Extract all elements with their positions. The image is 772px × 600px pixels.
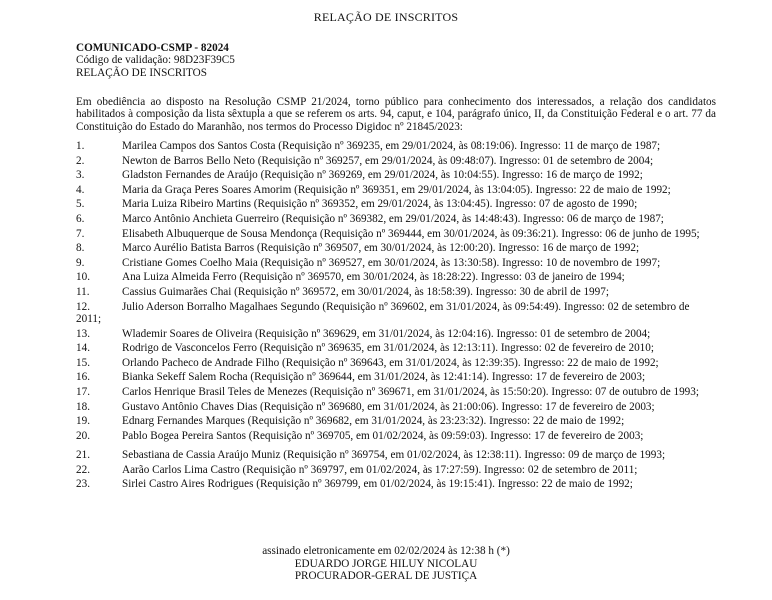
list-item-text: Orlando Pacheco de Andrade Filho (Requisição nº 369643, em 31/01/2024, às 12:39:35). Ingresso: 22 de maio de 1992; [122,356,659,369]
document-header [76,42,716,79]
list-item-text: Newton de Barros Bello Neto (Requisição nº 369257, em 29/01/2024, às 09:48:07). Ingresso: 01 de setembro de 2004; [122,154,654,167]
list-item-number: 3. [76,169,85,182]
list-item [76,328,716,340]
list-item [76,371,716,383]
list-item-number: 11. [76,285,90,298]
list-item-number: 1. [76,140,85,152]
list-item [76,430,716,442]
list-item-number: 6. [76,212,85,225]
list-item-number: 10. [76,271,90,284]
signer-name: EDUARDO JORGE HILUY NICOLAU [294,557,478,570]
list-item [76,140,716,152]
list-item-text: Pablo Bogea Pereira Santos (Requisição nº 369705, em 01/02/2024, às 09:59:03). Ingresso: 17 de fevereiro de 2003; [122,429,644,442]
list-item-number: 14. [76,342,90,355]
list-item [76,301,716,326]
signer-role: PROCURADOR-GERAL DE JUSTIÇA [294,570,478,583]
list-item-text: Sirlei Castro Aires Rodrigues (Requisição nº 369799, em 01/02/2024, às 19:15:41). Ingresso: 22 de maio de 1992; [122,478,633,491]
list-item-text: Maria da Graça Peres Soares Amorim (Requisição nº 369351, em 29/01/2024, às 13:04:05). Ingresso: 22 de maio de 1992; [122,183,671,196]
list-item-text: Elisabeth Albuquerque de Sousa Mendonça (Requisição nº 369444, em 30/01/2024, às 09:36:21). Ingresso: 06 de junho de 1995; [122,227,700,240]
intro-paragraph: Em obediência ao disposto na Resolução CSMP 21/2024, torno público para conhecimento dos interessados, a relação dos candidatos habilitados à composição da lista sêxtupla a que se referem os arts. 94, caput, e 104, parágrafo único, II, da Constituição Federal e o art. 77 da Constituição do Estado do Maranhão, nos termos do Processo Digidoc nº 21845/2023: [76,96,716,133]
list-item [76,198,716,210]
list-item-number: 7. [76,227,85,240]
list-item-number: 23. [76,478,90,491]
list-item-text: Julio Aderson Borralho Magalhaes Segundo (Requisição nº 369602, em 31/01/2024, às 09:54:49). Ingresso: 02 de setembro de 2011; [76,300,690,325]
list-item-text: Aarão Carlos Lima Castro (Requisição nº 369797, em 01/02/2024, às 17:27:59). Ingresso: 02 de setembro de 2011; [122,463,638,476]
page-title: RELAÇÃO DE INSCRITOS [313,10,459,24]
list-item-text: Marilea Campos dos Santos Costa (Requisição nº 369235, em 29/01/2024, às 08:19:06). Ingresso: 11 de março de 1987; [122,140,661,152]
list-item [76,257,716,269]
document-subtitle: RELAÇÃO DE INSCRITOS [76,66,207,79]
list-item-text: Rodrigo de Vasconcelos Ferro (Requisição nº 369635, em 31/01/2024, às 12:13:11). Ingresso: 02 de fevereiro de 2010; [122,342,654,355]
list-item [76,342,716,354]
list-item-text: Maria Luiza Ribeiro Martins (Requisição nº 369352, em 29/01/2024, às 13:04:45). Ingresso: 07 de agosto de 1990; [122,198,638,211]
list-item-text: Gustavo Antônio Chaves Dias (Requisição nº 369680, em 31/01/2024, às 21:00:06). Ingresso: 17 de fevereiro de 2003; [122,400,655,413]
signature-date: assinado eletronicamente em 02/02/2024 às 12:38 h (*) [262,545,510,557]
list-item [76,386,716,398]
list-item [76,357,716,369]
list-item [76,286,716,298]
list-item [76,464,716,476]
list-item-number: 15. [76,356,90,369]
communique-number: COMUNICADO-CSMP - 82024 [76,42,229,54]
list-item-number: 19. [76,415,90,428]
list-item-number: 18. [76,400,90,413]
list-item [76,478,716,490]
list-item-number: 5. [76,198,85,211]
list-item-number: 9. [76,256,85,269]
list-item-text: Wlademir Soares de Oliveira (Requisição nº 369629, em 31/01/2024, às 12:04:16). Ingresso: 01 de setembro de 2004; [122,327,651,340]
list-item [76,449,716,461]
list-item-text: Marco Aurélio Batista Barros (Requisição nº 369507, em 30/01/2024, às 12:00:20). Ingresso: 16 de março de 1992; [122,242,640,255]
list-item [76,155,716,167]
list-item [76,415,716,427]
list-item-text: Ednarg Fernandes Marques (Requisição nº 369682, em 31/01/2024, às 23:23:32). Ingresso: 22 de maio de 1992; [122,415,625,428]
list-item [76,213,716,225]
list-item-number: 17. [76,385,90,398]
candidate-list [76,140,716,493]
list-item-number: 4. [76,183,85,196]
list-item-text: Gladston Fernandes de Araújo (Requisição nº 369269, em 29/01/2024, às 10:04:55). Ingresso: 16 de março de 1992; [122,169,643,182]
list-item-text: Cristiane Gomes Coelho Maia (Requisição nº 369527, em 30/01/2024, às 13:30:58). Ingresso: 10 de novembro de 1997; [122,256,661,269]
list-item-number: 8. [76,242,85,255]
list-item [76,184,716,196]
list-item [76,169,716,181]
list-item-number: 2. [76,154,85,167]
list-item-text: Ana Luiza Almeida Ferro (Requisição nº 369570, em 30/01/2024, às 18:28:22). Ingresso: 03 de janeiro de 1994; [122,271,625,284]
list-item-text: Marco Antônio Anchieta Guerreiro (Requisição nº 369382, em 29/01/2024, às 14:48:43). Ingresso: 06 de março de 1987; [122,212,664,225]
list-item-number: 13. [76,327,90,340]
list-item-number: 16. [76,371,90,384]
list-item-number: 21. [76,449,90,462]
signature-block [0,545,772,583]
list-item-text: Sebastiana de Cassia Araújo Muniz (Requisição nº 369754, em 01/02/2024, às 12:38:11). Ingresso: 09 de março de 1993; [122,449,666,462]
list-item-number: 12. [76,300,90,313]
list-item-text: Cassius Guimarães Chai (Requisição nº 369572, em 30/01/2024, às 18:58:39). Ingresso: 30 de abril de 1997; [122,285,609,298]
list-item [76,401,716,413]
list-item-text: Carlos Henrique Brasil Teles de Menezes (Requisição nº 369671, em 31/01/2024, às 15:50:20). Ingresso: 07 de outubro de 1993; [122,385,699,398]
validation-code: Código de validação: 98D23F39C5 [76,54,235,67]
list-item-number: 22. [76,463,90,476]
list-item [76,228,716,240]
list-item [76,242,716,254]
list-item-text: Bianka Sekeff Salem Rocha (Requisição nº 369644, em 31/01/2024, às 12:41:14). Ingresso: 17 de fevereiro de 2003; [122,371,646,384]
list-item [76,271,716,283]
list-item-number: 20. [76,429,90,442]
